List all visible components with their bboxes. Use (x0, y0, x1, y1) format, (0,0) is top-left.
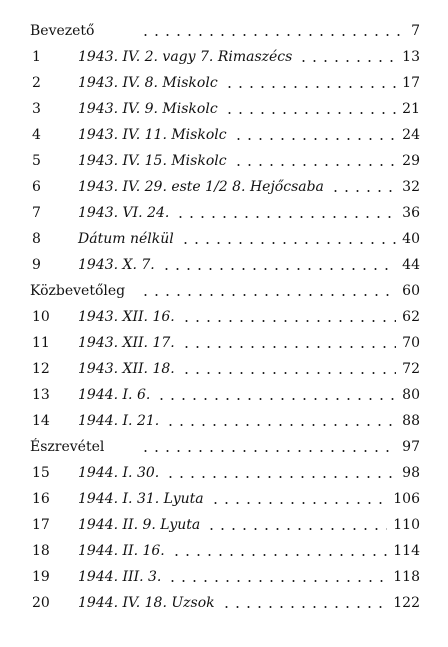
toc-page-number: 114 (393, 543, 420, 559)
toc-entry-title: 1943. X. 7. (78, 257, 155, 273)
toc-entry-row (0, 508, 448, 534)
toc-page-number: 24 (402, 127, 420, 143)
toc-entry-title: 1943. XII. 16. (78, 309, 175, 325)
toc-entry-number: 12 (32, 361, 50, 377)
toc-page-number: 60 (402, 283, 420, 299)
toc-entry-number: 13 (32, 387, 50, 403)
toc-entry-row (0, 118, 448, 144)
toc-entry-row (0, 404, 448, 430)
toc-entry-row (0, 222, 448, 248)
dot-leader (167, 580, 387, 582)
dot-leader (175, 216, 396, 218)
toc-page-number: 62 (402, 309, 420, 325)
toc-entry-number: 4 (32, 127, 41, 143)
toc-entry-row (0, 170, 448, 196)
dot-leader (181, 320, 396, 322)
toc-entry-row (0, 248, 448, 274)
toc-section-title: Közbevetőleg (30, 283, 126, 299)
dot-leader (224, 86, 397, 88)
dot-leader (165, 424, 396, 426)
dot-leader (165, 476, 396, 478)
toc-entry-title: 1943. IV. 8. Miskolc (78, 75, 218, 91)
toc-entry-number: 16 (32, 491, 50, 507)
toc-section-row (0, 14, 448, 40)
toc-entry-row (0, 456, 448, 482)
toc-page-number: 80 (402, 387, 420, 403)
toc-entry-number: 10 (32, 309, 50, 325)
toc-entry-title: Dátum nélkül (78, 231, 174, 247)
toc-entry-number: 9 (32, 257, 41, 273)
toc-entry-number: 14 (32, 413, 50, 429)
toc-page-number: 44 (402, 257, 420, 273)
toc-entry-row (0, 40, 448, 66)
dot-leader (206, 528, 387, 530)
toc-entry-title: 1944. I. 31. Lyuta (78, 491, 204, 507)
toc-entry-title: 1943. VI. 24. (78, 205, 170, 221)
dot-leader (233, 138, 397, 140)
toc-page-number: 98 (402, 465, 420, 481)
toc-entry-number: 5 (32, 153, 41, 169)
toc-entry-number: 17 (32, 517, 50, 533)
dot-leader (233, 164, 397, 166)
toc-entry-title: 1943. IV. 2. vagy 7. Rimaszécs (78, 49, 293, 65)
dot-leader (180, 242, 396, 244)
toc-entry-row (0, 92, 448, 118)
toc-entry-title: 1943. XII. 18. (78, 361, 175, 377)
toc-entry-number: 6 (32, 179, 41, 195)
dot-leader (221, 606, 388, 608)
toc-entry-number: 18 (32, 543, 50, 559)
toc-page-number: 21 (402, 101, 420, 117)
toc-page-number: 29 (402, 153, 420, 169)
toc-page-number: 70 (402, 335, 420, 351)
toc-entry-title: 1944. II. 16. (78, 543, 165, 559)
toc-entry-row (0, 66, 448, 92)
toc-entry-title: 1944. IV. 18. Uzsok (78, 595, 215, 611)
toc-entry-number: 19 (32, 569, 50, 585)
toc-entry-row (0, 378, 448, 404)
toc-entry-title: 1943. IV. 15. Miskolc (78, 153, 227, 169)
toc-entry-title: 1943. XII. 17. (78, 335, 175, 351)
toc-section-row (0, 274, 448, 300)
toc-entry-number: 11 (32, 335, 50, 351)
dot-leader (140, 450, 396, 452)
toc-entry-number: 2 (32, 75, 41, 91)
dot-leader (181, 372, 396, 374)
toc-entry-number: 1 (32, 49, 41, 65)
toc-entry-row (0, 300, 448, 326)
toc-entry-title: 1944. I. 30. (78, 465, 160, 481)
toc-entry-title: 1944. I. 6. (78, 387, 151, 403)
dot-leader (161, 268, 396, 270)
toc-page-number: 72 (402, 361, 420, 377)
toc-page-number: 110 (393, 517, 420, 533)
toc-entry-title: 1943. IV. 9. Miskolc (78, 101, 218, 117)
toc-entry-row (0, 534, 448, 560)
toc-entry-number: 7 (32, 205, 41, 221)
toc-section-title: Bevezető (30, 23, 95, 39)
dot-leader (298, 60, 396, 62)
toc-page-number: 97 (402, 439, 420, 455)
toc-entry-number: 20 (32, 595, 50, 611)
toc-entry-title: 1944. I. 21. (78, 413, 160, 429)
toc-page-number: 17 (402, 75, 420, 91)
toc-page-number: 36 (402, 205, 420, 221)
toc-entry-row (0, 560, 448, 586)
toc-entry-number: 8 (32, 231, 41, 247)
toc-section-row (0, 430, 448, 456)
toc-page-number: 88 (402, 413, 420, 429)
toc-entry-row (0, 326, 448, 352)
toc-entry-number: 3 (32, 101, 41, 117)
dot-leader (140, 34, 405, 36)
toc-page-number: 106 (393, 491, 420, 507)
toc-page-number: 32 (402, 179, 420, 195)
toc-page-number: 118 (393, 569, 420, 585)
toc-section-title: Észrevétel (30, 439, 105, 455)
toc-page-number: 122 (393, 595, 420, 611)
toc-page-number: 7 (411, 23, 420, 39)
dot-leader (330, 190, 396, 192)
dot-leader (224, 112, 397, 114)
dot-leader (156, 398, 396, 400)
dot-leader (140, 294, 396, 296)
dot-leader (210, 502, 388, 504)
toc-page-number: 40 (402, 231, 420, 247)
toc-entry-title: 1943. IV. 11. Miskolc (78, 127, 227, 143)
toc-entry-title: 1944. II. 9. Lyuta (78, 517, 201, 533)
toc-entry-row (0, 196, 448, 222)
toc-entry-row (0, 144, 448, 170)
toc-entry-title: 1944. III. 3. (78, 569, 162, 585)
toc-entry-row (0, 482, 448, 508)
dot-leader (181, 346, 396, 348)
toc-entry-row (0, 352, 448, 378)
toc-entry-title: 1943. IV. 29. este 1/2 8. Hejőcsaba (78, 179, 324, 195)
dot-leader (171, 554, 388, 556)
toc-entry-row (0, 586, 448, 612)
toc-page-number: 13 (402, 49, 420, 65)
toc-entry-number: 15 (32, 465, 50, 481)
